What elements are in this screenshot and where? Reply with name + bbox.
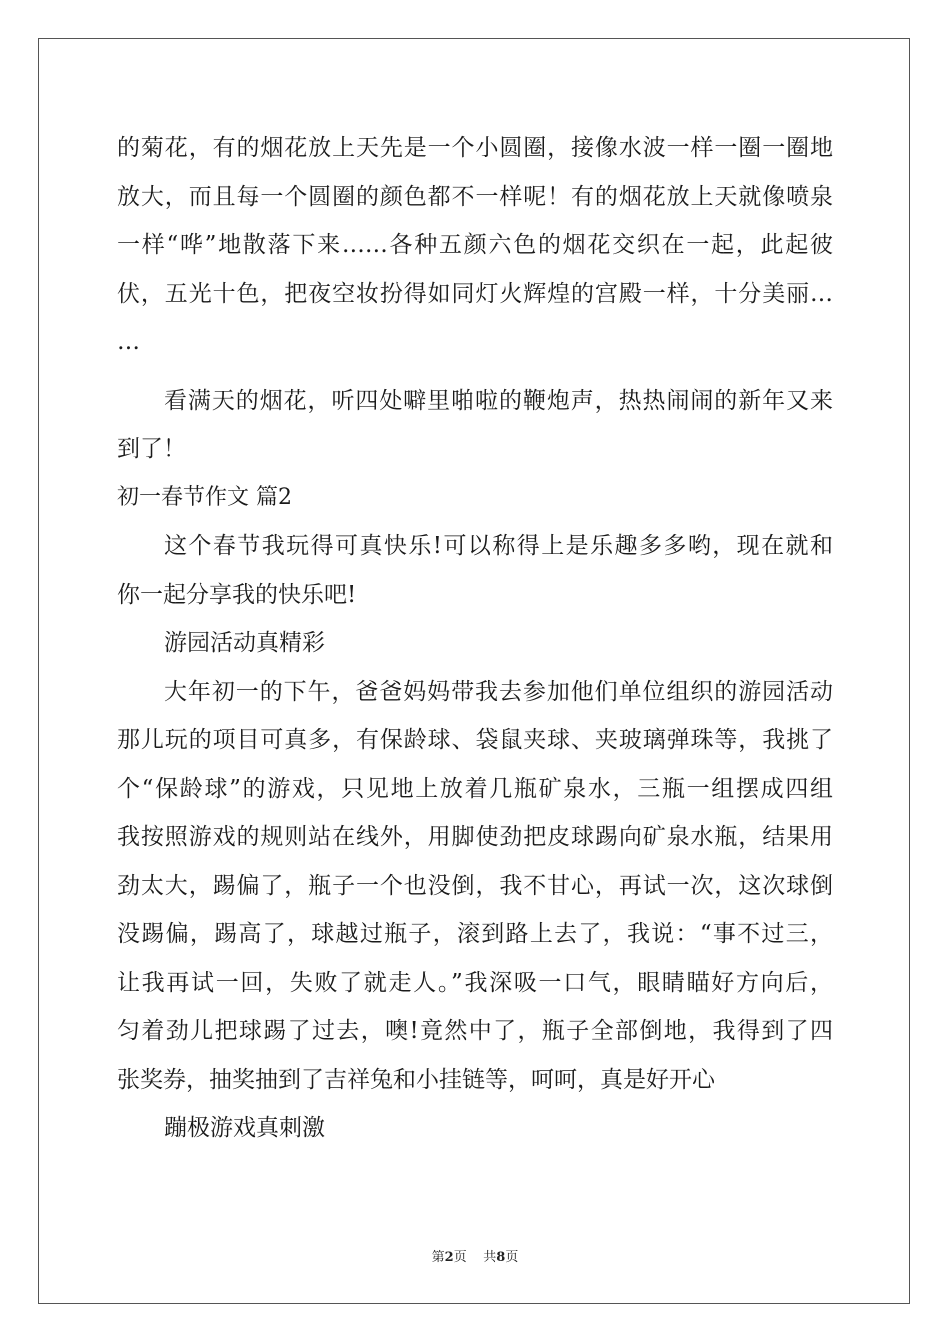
body-line: 看满天的烟花，听四处噼里啪啦的鞭炮声，热热闹闹的新年又来	[164, 387, 833, 414]
total-pages: 8	[496, 1250, 506, 1265]
body-line: 让我再试一回，失败了就走人。”我深吸一口气，眼睛瞄好方向后，	[117, 969, 833, 996]
subheading: 蹦极游戏真刺激	[164, 1115, 325, 1141]
section-heading: 初一春节作文 篇2	[117, 484, 292, 510]
page-label-prefix: 第	[431, 1250, 445, 1265]
body-line: 匀着劲儿把球踢了过去，噢!竟然中了，瓶子全部倒地，我得到了四	[117, 1018, 833, 1044]
body-line: 个“保龄球”的游戏，只见地上放着几瓶矿泉水，三瓶一组摆成四组	[117, 775, 833, 802]
body-line: 这个春节我玩得可真快乐!可以称得上是乐趣多多哟，现在就和	[164, 533, 833, 559]
body-line: 伏，五光十色，把夜空妆扮得如同灯火辉煌的宫殿一样，十分美丽…	[117, 280, 833, 307]
body-line: 你一起分享我的快乐吧!	[117, 581, 357, 608]
body-line: 一样“哗”地散落下来……各种五颜六色的烟花交织在一起，此起彼	[117, 232, 833, 258]
body-line: 的菊花，有的烟花放上天先是一个小圆圈，接像水波一样一圈一圈地	[117, 135, 833, 161]
body-line: 劲太大，踢偏了，瓶子一个也没倒，我不甘心，再试一次，这次球倒	[117, 872, 833, 899]
page-number: 2	[444, 1250, 454, 1265]
body-line: 张奖券，抽奖抽到了吉祥兔和小挂链等，呵呵，真是好开心	[117, 1066, 715, 1093]
page-label-suffix: 页	[453, 1250, 467, 1265]
total-label-suffix: 页	[505, 1250, 519, 1265]
body-line: 放大，而且每一个圆圈的颜色都不一样呢！有的烟花放上天就像喷泉	[117, 183, 833, 210]
body-line: 到了！	[117, 436, 186, 462]
body-line: …	[117, 329, 140, 355]
body-line: 我按照游戏的规则站在线外，用脚使劲把皮球踢向矿泉水瓶，结果用	[117, 824, 833, 850]
document-body	[117, 124, 833, 1153]
page-footer	[0, 1246, 950, 1265]
body-line: 那儿玩的项目可真多，有保龄球、袋鼠夹球、夹玻璃弹珠等，我挑了	[117, 727, 833, 753]
body-line: 没踢偏，踢高了，球越过瓶子，滚到路上去了，我说：“事不过三，	[117, 921, 833, 947]
subheading: 游园活动真精彩	[164, 630, 325, 656]
total-label-prefix: 共	[483, 1250, 497, 1265]
body-line: 大年初一的下午，爸爸妈妈带我去参加他们单位组织的游园活动	[164, 678, 833, 705]
